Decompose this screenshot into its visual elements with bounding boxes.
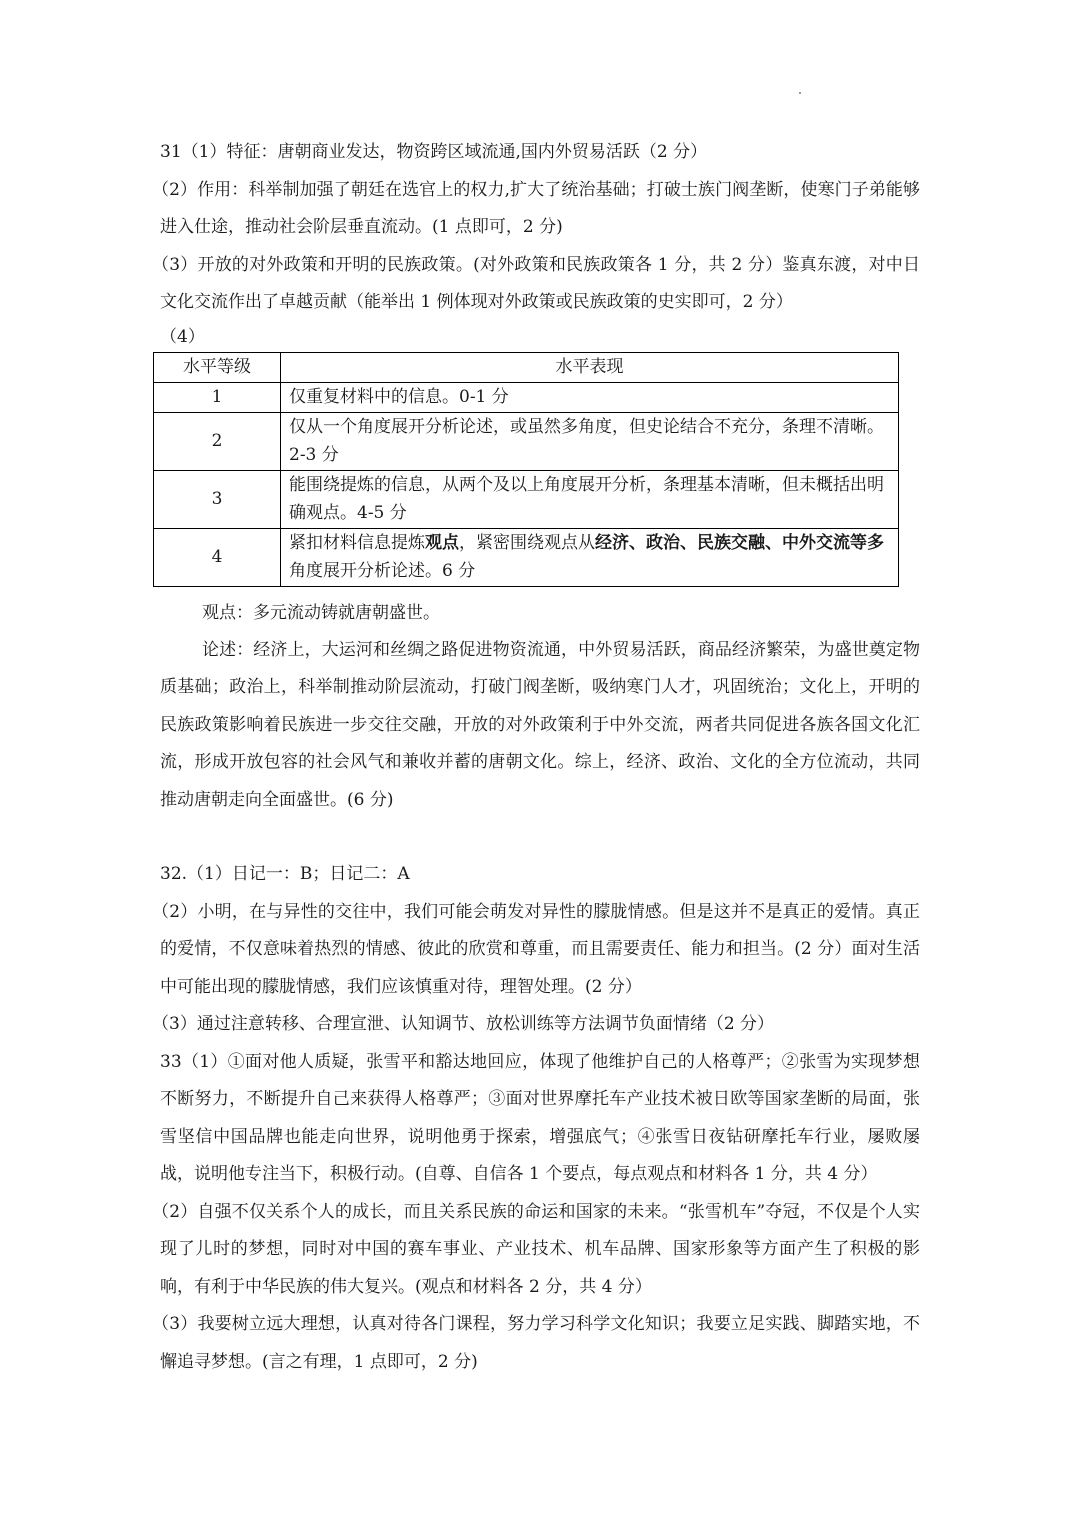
q33-part2: （2）自强不仅关系个人的成长，而且关系民族的命运和国家的未来。“张雪机车”夺冠，不仅是个人实现了儿时的梦想，同时对中国的赛车事业、产业技术、机车品牌、国家形象等方面产生了积极的影响，有利于中华民族的伟大复兴。(观点和材料各 2 分，共 4 分） [152, 1201, 920, 1297]
desc-cell [281, 528, 899, 586]
desc-part: ，紧密围绕观点从 [459, 533, 595, 553]
q32-part3: （3）通过注意转移、合理宣泄、认知调节、放松训练等方法调节负面情绪（2 分） [152, 1014, 775, 1034]
table-row [154, 412, 899, 470]
desc-part: 角度展开分析论述。6 分 [289, 561, 476, 581]
q32-part1: 32.（1）日记一：B；日记二：A [160, 864, 410, 884]
q33-part3: （3）我要树立远大理想，认真对待各门课程，努力学习科学文化知识；我要立足实践、脚踏实地，不懈追寻梦想。(言之有理，1 点即可，2 分) [152, 1314, 920, 1372]
desc-bold-angles: 经济、政治、民族交融、中外交流等多 [595, 533, 884, 553]
header-desc: 水平表现 [281, 352, 899, 382]
scan-speck [799, 92, 801, 94]
desc-cell: 仅从一个角度展开分析论述，或虽然多角度，但史论结合不充分，条理不清晰。2-3 分 [281, 412, 899, 470]
table-row [154, 528, 899, 586]
q31-part2: （2）作用：科举制加强了朝廷在选官上的权力,扩大了统治基础；打破士族门阀垄断，使寒门子弟能够进入仕途，推动社会阶层垂直流动。(1 点即可，2 分) [152, 179, 920, 237]
q31-argument: 论述：经济上，大运河和丝绸之路促进物资流通，中外贸易活跃，商品经济繁荣，为盛世奠定物质基础；政治上，科举制推动阶层流动，打破门阀垄断，吸纳寒门人才，巩固统治；文化上，开明的民族政策影响着民族进一步交往交融，开放的对外政策利于中外交流，两者共同促进各族各国文化汇流，形成开放包容的社会风气和兼收并蓄的唐朝文化。综上，经济、政治、文化的全方位流动，共同推动唐朝走向全面盛世。(6 分) [160, 639, 920, 810]
level-cell: 2 [154, 412, 281, 470]
q32-part2: （2）小明，在与异性的交往中，我们可能会萌发对异性的朦胧情感。但是这并不是真正的爱情。真正的爱情，不仅意味着热烈的情感、彼此的欣赏和尊重，而且需要责任、能力和担当。(2 分）面对生活中可能出现的朦胧情感，我们应该慎重对待，理智处理。(2 分） [152, 901, 920, 997]
desc-part: 紧扣材料信息提炼 [289, 533, 425, 553]
desc-cell: 仅重复材料中的信息。0-1 分 [281, 382, 899, 412]
desc-bold-viewpoint: 观点 [425, 533, 459, 553]
table-row [154, 382, 899, 412]
section-gap [160, 819, 920, 856]
desc-cell: 能围绕提炼的信息，从两个及以上角度展开分析，条理基本清晰，但未概括出明确观点。4-5 分 [281, 470, 899, 528]
q31-part4-label: （4） [160, 326, 205, 347]
q31-part1: 31（1）特征：唐朝商业发达，物资跨区域流通,国内外贸易活跃（2 分） [160, 142, 708, 162]
table-row [154, 470, 899, 528]
level-cell: 3 [154, 470, 281, 528]
level-rubric-table [153, 352, 899, 587]
q31-part3: （3）开放的对外政策和开明的民族政策。(对外政策和民族政策各 1 分，共 2 分）鉴真东渡，对中日文化交流作出了卓越贡献（能举出 1 例体现对外政策或民族政策的史实即可，2 分） [152, 254, 920, 312]
header-level: 水平等级 [154, 352, 281, 382]
answer-sheet [152, 134, 920, 1381]
level-cell: 1 [154, 382, 281, 412]
q33-part1: 33（1）①面对他人质疑，张雪平和豁达地回应，体现了他维护自己的人格尊严；②张雪为实现梦想不断努力，不断提升自己来获得人格尊严；③面对世界摩托车产业技术被日欧等国家垄断的局面，张雪坚信中国品牌也能走向世界，说明他勇于探索，增强底气；④张雪日夜钻研摩托车行业，屡败屡战，说明他专注当下，积极行动。(自尊、自信各 1 个要点，每点观点和材料各 1 分，共 4 分） [160, 1051, 920, 1184]
table-header-row [154, 352, 899, 382]
level-cell: 4 [154, 528, 281, 586]
q31-viewpoint: 观点：多元流动铸就唐朝盛世。 [202, 602, 440, 623]
